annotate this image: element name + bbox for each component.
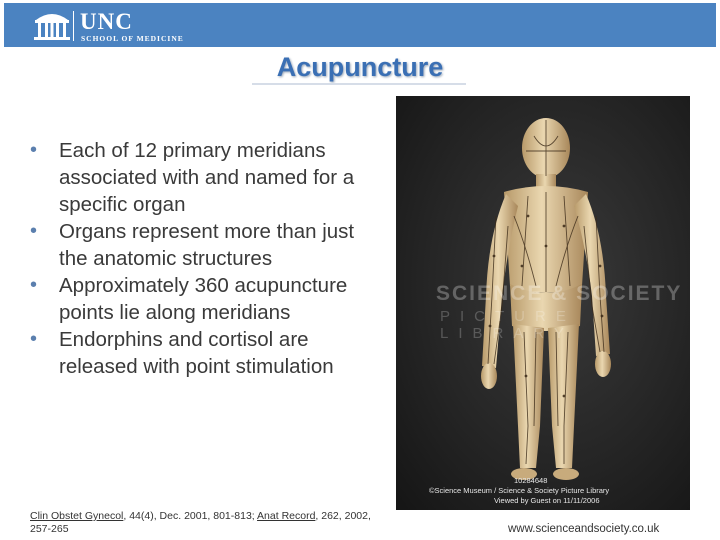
- header-band: [4, 3, 716, 47]
- bullet-item: [30, 326, 360, 380]
- watermark-subtitle: PICTURE LIBRARY: [440, 308, 576, 342]
- citation-journal-1: Clin Obstet Gynecol: [30, 510, 124, 522]
- citation: [30, 510, 375, 536]
- photo-copyright: ©Science Museum / Science & Society Picture Library: [429, 486, 610, 495]
- bullet-text: Endorphins and cortisol are released with point stimulation: [59, 328, 334, 378]
- acupuncture-figure-photo: [396, 96, 690, 510]
- bullet-item: [30, 272, 360, 326]
- bullet-item: [30, 137, 360, 218]
- bullet-text: Approximately 360 acupuncture points lie along meridians: [59, 274, 348, 324]
- unc-logo: [4, 3, 264, 47]
- old-well-icon: [32, 8, 72, 42]
- watermark-title: SCIENCE & SOCIETY: [436, 282, 683, 305]
- citation-details-1: , 44(4), Dec. 2001, 801-813;: [123, 510, 258, 522]
- bullet-marker: •: [30, 274, 38, 296]
- citation-journal-2: Anat Record: [257, 510, 316, 522]
- logo-main-text: UNC: [80, 9, 133, 34]
- bullet-item: [30, 218, 360, 272]
- title-underline: [252, 83, 466, 85]
- bullet-marker: •: [30, 139, 38, 161]
- bullet-text: Organs represent more than just the anatomic structures: [59, 220, 355, 270]
- bullet-marker: •: [30, 328, 38, 350]
- photo-viewed-by: Viewed by Guest on 11/11/2006: [494, 496, 600, 505]
- logo-divider: [73, 11, 74, 41]
- website-url: www.scienceandsociety.co.uk: [508, 523, 660, 535]
- bullet-text: Each of 12 primary meridians associated with and named for a specific organ: [59, 139, 355, 216]
- citation-details-2: , 262, 2002, 257-265: [30, 510, 371, 535]
- bullet-marker: •: [30, 220, 38, 242]
- slide-title: Acupuncture: [276, 52, 444, 82]
- picture-id: 10284648: [514, 476, 548, 485]
- logo-sub-text: SCHOOL OF MEDICINE: [81, 34, 184, 43]
- bullet-list: [30, 137, 360, 380]
